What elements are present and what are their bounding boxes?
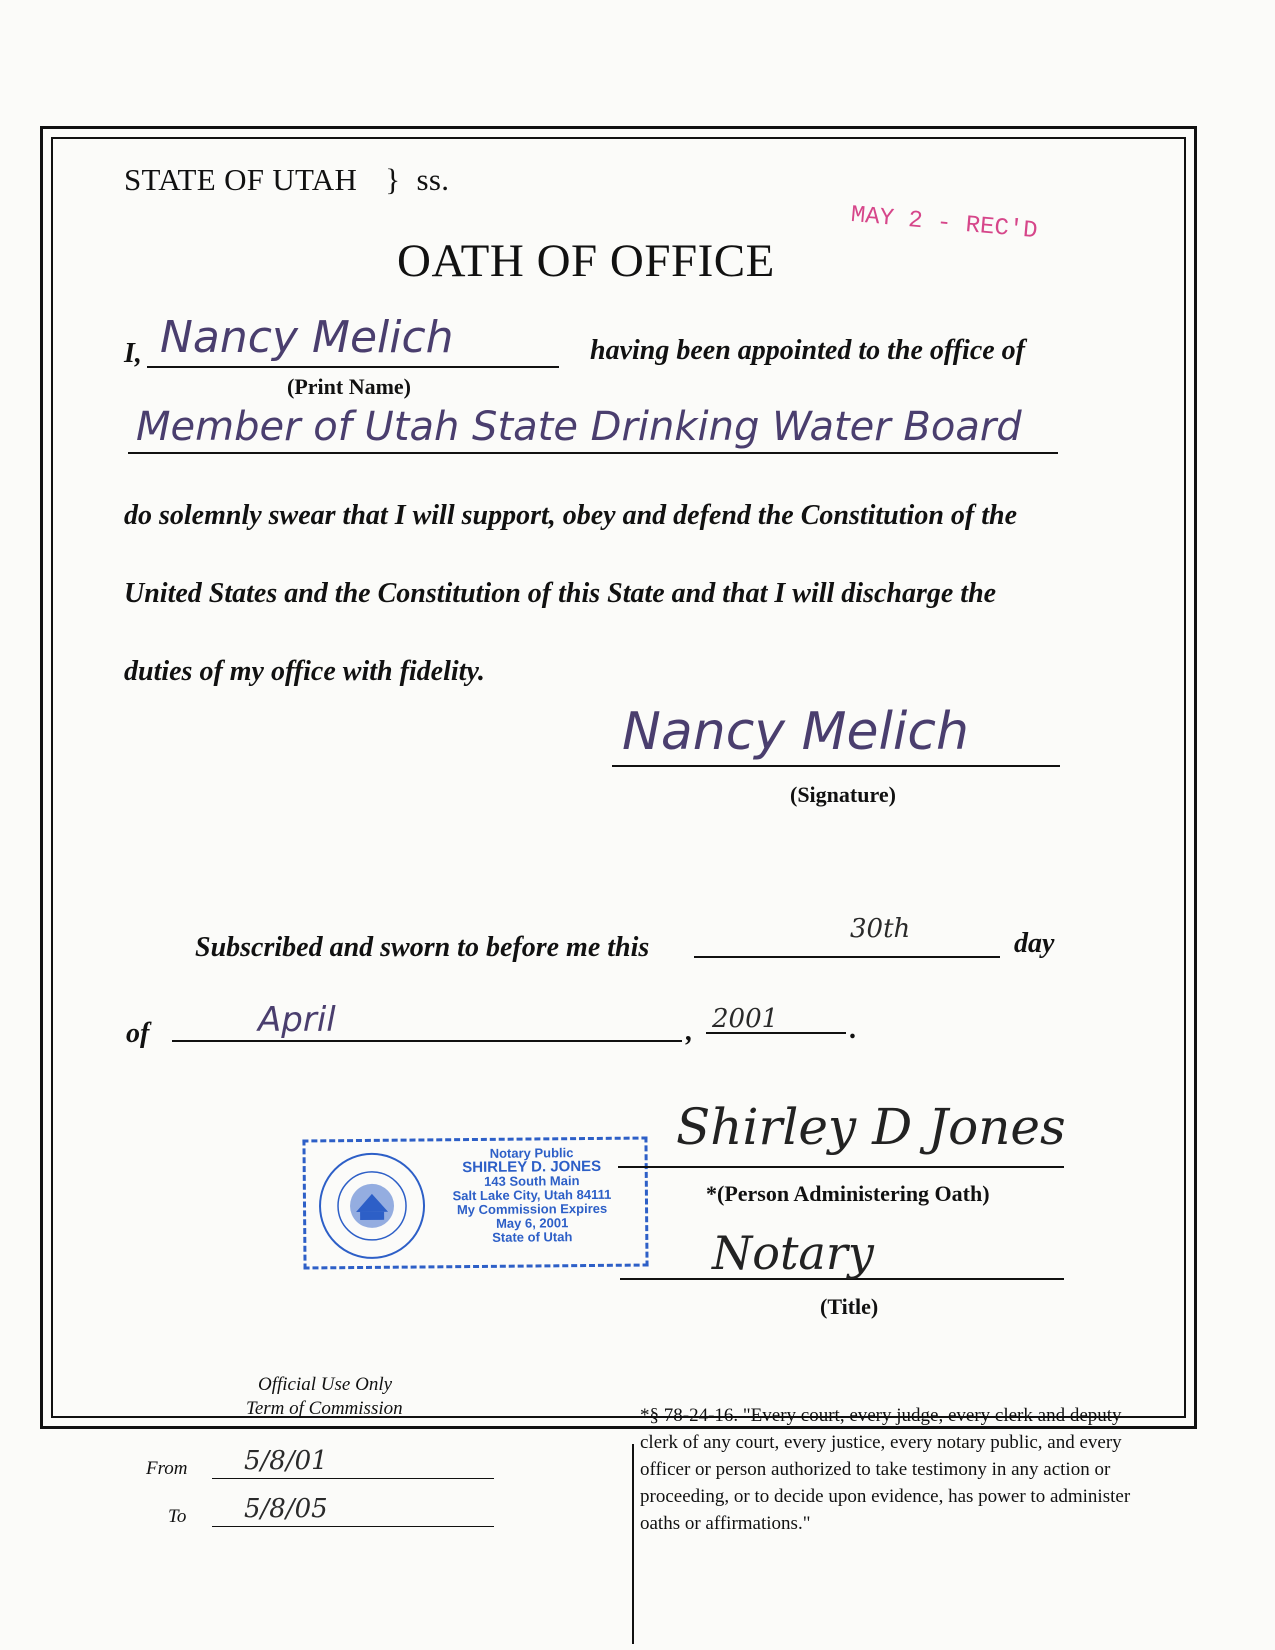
administering-caption: *(Person Administering Oath) (706, 1181, 990, 1206)
month-value[interactable]: April (258, 1000, 336, 1040)
to-label: To (168, 1506, 187, 1527)
comma: , (686, 1016, 693, 1047)
notary-line: My Commission Expires (456, 1200, 608, 1218)
day-value[interactable]: 30th (850, 914, 911, 944)
received-stamp: MAY 2 - REC'D (849, 202, 1039, 246)
signature-value[interactable]: Nancy Melich (622, 702, 969, 762)
from-value[interactable]: 5/8/01 (244, 1446, 328, 1476)
month-line (172, 1040, 682, 1042)
oath-line-3: duties of my office with fidelity. (124, 656, 485, 687)
oath-prefix: I, (124, 338, 142, 369)
official-use-heading: Official Use Only (258, 1374, 393, 1395)
print-name-value[interactable]: Nancy Melich (160, 312, 454, 363)
from-line (212, 1478, 494, 1479)
signature-line (612, 765, 1060, 767)
notary-line: 143 South Main (484, 1173, 580, 1189)
footer-divider (632, 1444, 634, 1644)
administering-line (618, 1166, 1064, 1168)
office-value[interactable]: Member of Utah State Drinking Water Board (136, 404, 1022, 450)
subscribed-text: Subscribed and sworn to before me this (195, 932, 650, 963)
to-line (212, 1526, 494, 1527)
signature-caption: (Signature) (790, 782, 896, 807)
state-seal-icon (316, 1149, 429, 1262)
page-title: OATH OF OFFICE (397, 235, 775, 287)
title-caption: (Title) (820, 1294, 879, 1319)
print-name-line (147, 366, 559, 368)
statute-footnote: *§ 78-24-16. "Every court, every judge, every clerk and deputy clerk of any court, every justice, every notary public, and every officer or person authorized to take testimony in any action or proceeding, or to decide upon evidence, has power to administer oaths or affirmations." (640, 1405, 1131, 1534)
state-heading (124, 162, 449, 198)
of-label: of (126, 1018, 150, 1049)
notary-line: Notary Public (489, 1145, 574, 1161)
notary-line: Salt Lake City, Utah 84111 (452, 1186, 612, 1204)
appointed-text: having been appointed to the office of (590, 335, 1025, 366)
administering-signature[interactable]: Shirley D Jones (676, 1098, 1066, 1156)
notary-line: State of Utah (492, 1229, 573, 1245)
period: . (850, 1014, 857, 1045)
notary-stamp (302, 1136, 648, 1269)
notary-stamp-text (426, 1146, 639, 1246)
year-value[interactable]: 2001 (712, 1004, 779, 1034)
from-label: From (146, 1458, 188, 1479)
oath-line-1: do solemnly swear that I will support, obey and defend the Constitution of the (124, 500, 1017, 531)
oath-line-2: United States and the Constitution of this State and that I will discharge the (124, 578, 997, 609)
notary-line: May 6, 2001 (495, 1215, 569, 1231)
day-label: day (1014, 928, 1055, 959)
brace: } (385, 162, 401, 197)
notary-line: SHIRLEY D. JONES (462, 1157, 602, 1177)
day-line (694, 956, 1000, 958)
office-line (128, 452, 1058, 454)
to-value[interactable]: 5/8/05 (244, 1494, 328, 1524)
title-value[interactable]: Notary (712, 1226, 874, 1280)
term-heading: Term of Commission (246, 1398, 403, 1419)
state-label: STATE OF UTAH (124, 162, 358, 197)
print-name-caption: (Print Name) (287, 374, 412, 399)
ss-label: ss. (416, 162, 450, 197)
